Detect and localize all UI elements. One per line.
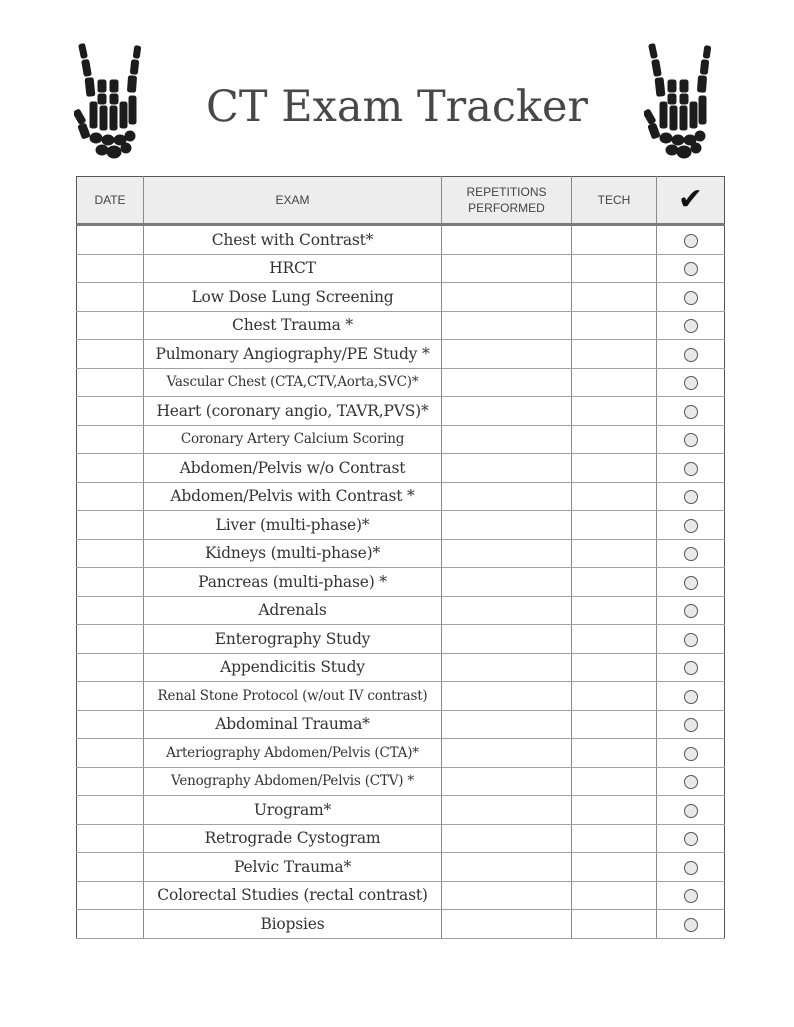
repetitions-cell[interactable] bbox=[442, 824, 572, 853]
check-cell bbox=[657, 254, 725, 283]
exam-name-cell: Abdominal Trauma* bbox=[144, 710, 442, 739]
table-row bbox=[77, 739, 725, 768]
tech-cell[interactable] bbox=[572, 539, 657, 568]
date-cell[interactable] bbox=[77, 511, 144, 540]
exam-name-cell: Biopsies bbox=[144, 910, 442, 939]
date-cell[interactable] bbox=[77, 739, 144, 768]
date-cell[interactable] bbox=[77, 311, 144, 340]
repetitions-cell[interactable] bbox=[442, 511, 572, 540]
check-cell bbox=[657, 340, 725, 369]
tech-cell[interactable] bbox=[572, 910, 657, 939]
table-row bbox=[77, 225, 725, 255]
table-row bbox=[77, 254, 725, 283]
check-cell bbox=[657, 767, 725, 796]
repetitions-cell[interactable] bbox=[442, 625, 572, 654]
table-row bbox=[77, 824, 725, 853]
circle-checkbox-icon[interactable] bbox=[684, 804, 698, 818]
tech-cell[interactable] bbox=[572, 511, 657, 540]
tech-cell[interactable] bbox=[572, 824, 657, 853]
tech-cell[interactable] bbox=[572, 482, 657, 511]
tech-cell[interactable] bbox=[572, 625, 657, 654]
exam-name-cell: Abdomen/Pelvis w/o Contrast bbox=[144, 454, 442, 483]
table-body bbox=[77, 225, 725, 939]
column-header-exam: EXAM bbox=[144, 177, 442, 225]
date-cell[interactable] bbox=[77, 824, 144, 853]
table-row bbox=[77, 796, 725, 825]
tech-cell[interactable] bbox=[572, 283, 657, 312]
exam-name-cell: Chest with Contrast* bbox=[144, 225, 442, 255]
date-cell[interactable] bbox=[77, 254, 144, 283]
check-cell bbox=[657, 881, 725, 910]
tech-cell[interactable] bbox=[572, 568, 657, 597]
repetitions-cell[interactable] bbox=[442, 283, 572, 312]
check-cell bbox=[657, 225, 725, 255]
check-cell bbox=[657, 739, 725, 768]
tech-cell[interactable] bbox=[572, 368, 657, 397]
exam-name-cell: Arteriography Abdomen/Pelvis (CTA)* bbox=[144, 739, 442, 768]
table-row bbox=[77, 596, 725, 625]
tech-cell[interactable] bbox=[572, 454, 657, 483]
repetitions-cell[interactable] bbox=[442, 853, 572, 882]
repetitions-cell[interactable] bbox=[442, 397, 572, 426]
check-cell bbox=[657, 653, 725, 682]
date-cell[interactable] bbox=[77, 853, 144, 882]
table-row bbox=[77, 425, 725, 454]
circle-checkbox-icon[interactable] bbox=[684, 319, 698, 333]
tech-cell[interactable] bbox=[572, 397, 657, 426]
repetitions-cell[interactable] bbox=[442, 454, 572, 483]
exam-name-cell: Venography Abdomen/Pelvis (CTV) * bbox=[144, 767, 442, 796]
exam-name-cell: Enterography Study bbox=[144, 625, 442, 654]
table-row bbox=[77, 368, 725, 397]
check-cell bbox=[657, 425, 725, 454]
table-header-row bbox=[77, 177, 725, 225]
repetitions-cell[interactable] bbox=[442, 568, 572, 597]
table-row bbox=[77, 767, 725, 796]
tech-cell[interactable] bbox=[572, 710, 657, 739]
date-cell[interactable] bbox=[77, 368, 144, 397]
repetitions-cell[interactable] bbox=[442, 710, 572, 739]
circle-checkbox-icon[interactable] bbox=[684, 234, 698, 248]
repetitions-cell[interactable] bbox=[442, 368, 572, 397]
table-row bbox=[77, 568, 725, 597]
circle-checkbox-icon[interactable] bbox=[684, 690, 698, 704]
exam-name-cell: Coronary Artery Calcium Scoring bbox=[144, 425, 442, 454]
date-cell[interactable] bbox=[77, 653, 144, 682]
date-cell[interactable] bbox=[77, 910, 144, 939]
date-cell[interactable] bbox=[77, 482, 144, 511]
column-header-check bbox=[657, 177, 725, 225]
repetitions-cell[interactable] bbox=[442, 881, 572, 910]
check-cell bbox=[657, 397, 725, 426]
check-cell bbox=[657, 454, 725, 483]
repetitions-cell[interactable] bbox=[442, 796, 572, 825]
check-cell bbox=[657, 511, 725, 540]
tech-cell[interactable] bbox=[572, 311, 657, 340]
repetitions-cell[interactable] bbox=[442, 539, 572, 568]
column-header-tech: TECH bbox=[572, 177, 657, 225]
repetitions-cell[interactable] bbox=[442, 682, 572, 711]
repetitions-cell[interactable] bbox=[442, 311, 572, 340]
exam-name-cell: Heart (coronary angio, TAVR,PVS)* bbox=[144, 397, 442, 426]
table-row bbox=[77, 853, 725, 882]
exam-name-cell: Low Dose Lung Screening bbox=[144, 283, 442, 312]
tech-cell[interactable] bbox=[572, 796, 657, 825]
table-row bbox=[77, 625, 725, 654]
tech-cell[interactable] bbox=[572, 653, 657, 682]
table-row bbox=[77, 397, 725, 426]
table-row bbox=[77, 653, 725, 682]
circle-checkbox-icon[interactable] bbox=[684, 889, 698, 903]
circle-checkbox-icon[interactable] bbox=[684, 547, 698, 561]
table-row bbox=[77, 881, 725, 910]
date-cell[interactable] bbox=[77, 625, 144, 654]
check-cell bbox=[657, 853, 725, 882]
page-title: CT Exam Tracker bbox=[206, 82, 588, 132]
check-cell bbox=[657, 311, 725, 340]
check-cell bbox=[657, 482, 725, 511]
circle-checkbox-icon[interactable] bbox=[684, 661, 698, 675]
exam-name-cell: Kidneys (multi-phase)* bbox=[144, 539, 442, 568]
table-row bbox=[77, 482, 725, 511]
exam-name-cell: Colorectal Studies (rectal contrast) bbox=[144, 881, 442, 910]
check-cell bbox=[657, 368, 725, 397]
check-cell bbox=[657, 568, 725, 597]
tech-cell[interactable] bbox=[572, 767, 657, 796]
table-row bbox=[77, 539, 725, 568]
tech-cell[interactable] bbox=[572, 425, 657, 454]
exam-name-cell: Abdomen/Pelvis with Contrast * bbox=[144, 482, 442, 511]
date-cell[interactable] bbox=[77, 596, 144, 625]
check-cell bbox=[657, 910, 725, 939]
tech-cell[interactable] bbox=[572, 225, 657, 255]
column-header-repetitions: REPETITIONS PERFORMED bbox=[442, 177, 572, 225]
repetitions-cell[interactable] bbox=[442, 482, 572, 511]
exam-name-cell: Urogram* bbox=[144, 796, 442, 825]
repetitions-cell[interactable] bbox=[442, 596, 572, 625]
circle-checkbox-icon[interactable] bbox=[684, 861, 698, 875]
exam-tracker-table bbox=[76, 176, 725, 939]
repetitions-cell[interactable] bbox=[442, 910, 572, 939]
tech-cell[interactable] bbox=[572, 340, 657, 369]
date-cell[interactable] bbox=[77, 425, 144, 454]
circle-checkbox-icon[interactable] bbox=[684, 262, 698, 276]
circle-checkbox-icon[interactable] bbox=[684, 348, 698, 362]
circle-checkbox-icon[interactable] bbox=[684, 604, 698, 618]
circle-checkbox-icon[interactable] bbox=[684, 490, 698, 504]
check-cell bbox=[657, 796, 725, 825]
date-cell[interactable] bbox=[77, 454, 144, 483]
circle-checkbox-icon[interactable] bbox=[684, 405, 698, 419]
circle-checkbox-icon[interactable] bbox=[684, 775, 698, 789]
circle-checkbox-icon[interactable] bbox=[684, 519, 698, 533]
check-cell bbox=[657, 710, 725, 739]
table-row bbox=[77, 710, 725, 739]
tech-cell[interactable] bbox=[572, 881, 657, 910]
date-cell[interactable] bbox=[77, 340, 144, 369]
exam-name-cell: HRCT bbox=[144, 254, 442, 283]
repetitions-cell[interactable] bbox=[442, 425, 572, 454]
repetitions-cell[interactable] bbox=[442, 254, 572, 283]
checkmark-icon: ✔ bbox=[677, 182, 704, 217]
date-cell[interactable] bbox=[77, 225, 144, 255]
date-cell[interactable] bbox=[77, 397, 144, 426]
circle-checkbox-icon[interactable] bbox=[684, 433, 698, 447]
check-cell bbox=[657, 283, 725, 312]
circle-checkbox-icon[interactable] bbox=[684, 832, 698, 846]
tech-cell[interactable] bbox=[572, 739, 657, 768]
check-cell bbox=[657, 824, 725, 853]
table-row bbox=[77, 910, 725, 939]
date-cell[interactable] bbox=[77, 796, 144, 825]
exam-name-cell: Vascular Chest (CTA,CTV,Aorta,SVC)* bbox=[144, 368, 442, 397]
date-cell[interactable] bbox=[77, 682, 144, 711]
check-cell bbox=[657, 625, 725, 654]
repetitions-cell[interactable] bbox=[442, 739, 572, 768]
check-cell bbox=[657, 682, 725, 711]
repetitions-cell[interactable] bbox=[442, 653, 572, 682]
table-row bbox=[77, 311, 725, 340]
circle-checkbox-icon[interactable] bbox=[684, 291, 698, 305]
check-cell bbox=[657, 539, 725, 568]
circle-checkbox-icon[interactable] bbox=[684, 376, 698, 390]
tech-cell[interactable] bbox=[572, 254, 657, 283]
date-cell[interactable] bbox=[77, 283, 144, 312]
repetitions-cell[interactable] bbox=[442, 767, 572, 796]
date-cell[interactable] bbox=[77, 539, 144, 568]
exam-name-cell: Adrenals bbox=[144, 596, 442, 625]
column-header-date: DATE bbox=[77, 177, 144, 225]
tech-cell[interactable] bbox=[572, 853, 657, 882]
exam-name-cell: Retrograde Cystogram bbox=[144, 824, 442, 853]
table-row bbox=[77, 682, 725, 711]
circle-checkbox-icon[interactable] bbox=[684, 462, 698, 476]
repetitions-cell[interactable] bbox=[442, 225, 572, 255]
date-cell[interactable] bbox=[77, 881, 144, 910]
exam-name-cell: Chest Trauma * bbox=[144, 311, 442, 340]
exam-name-cell: Appendicitis Study bbox=[144, 653, 442, 682]
circle-checkbox-icon[interactable] bbox=[684, 576, 698, 590]
exam-name-cell: Pelvic Trauma* bbox=[144, 853, 442, 882]
exam-name-cell: Pulmonary Angiography/PE Study * bbox=[144, 340, 442, 369]
circle-checkbox-icon[interactable] bbox=[684, 918, 698, 932]
date-cell[interactable] bbox=[77, 767, 144, 796]
table-row bbox=[77, 454, 725, 483]
circle-checkbox-icon[interactable] bbox=[684, 633, 698, 647]
repetitions-cell[interactable] bbox=[442, 340, 572, 369]
check-cell bbox=[657, 596, 725, 625]
exam-name-cell: Pancreas (multi-phase) * bbox=[144, 568, 442, 597]
date-cell[interactable] bbox=[77, 710, 144, 739]
exam-name-cell: Renal Stone Protocol (w/out IV contrast) bbox=[144, 682, 442, 711]
tech-cell[interactable] bbox=[572, 596, 657, 625]
exam-name-cell: Liver (multi-phase)* bbox=[144, 511, 442, 540]
table-row bbox=[77, 340, 725, 369]
table-row bbox=[77, 511, 725, 540]
date-cell[interactable] bbox=[77, 568, 144, 597]
circle-checkbox-icon[interactable] bbox=[684, 718, 698, 732]
tech-cell[interactable] bbox=[572, 682, 657, 711]
table-row bbox=[77, 283, 725, 312]
circle-checkbox-icon[interactable] bbox=[684, 747, 698, 761]
